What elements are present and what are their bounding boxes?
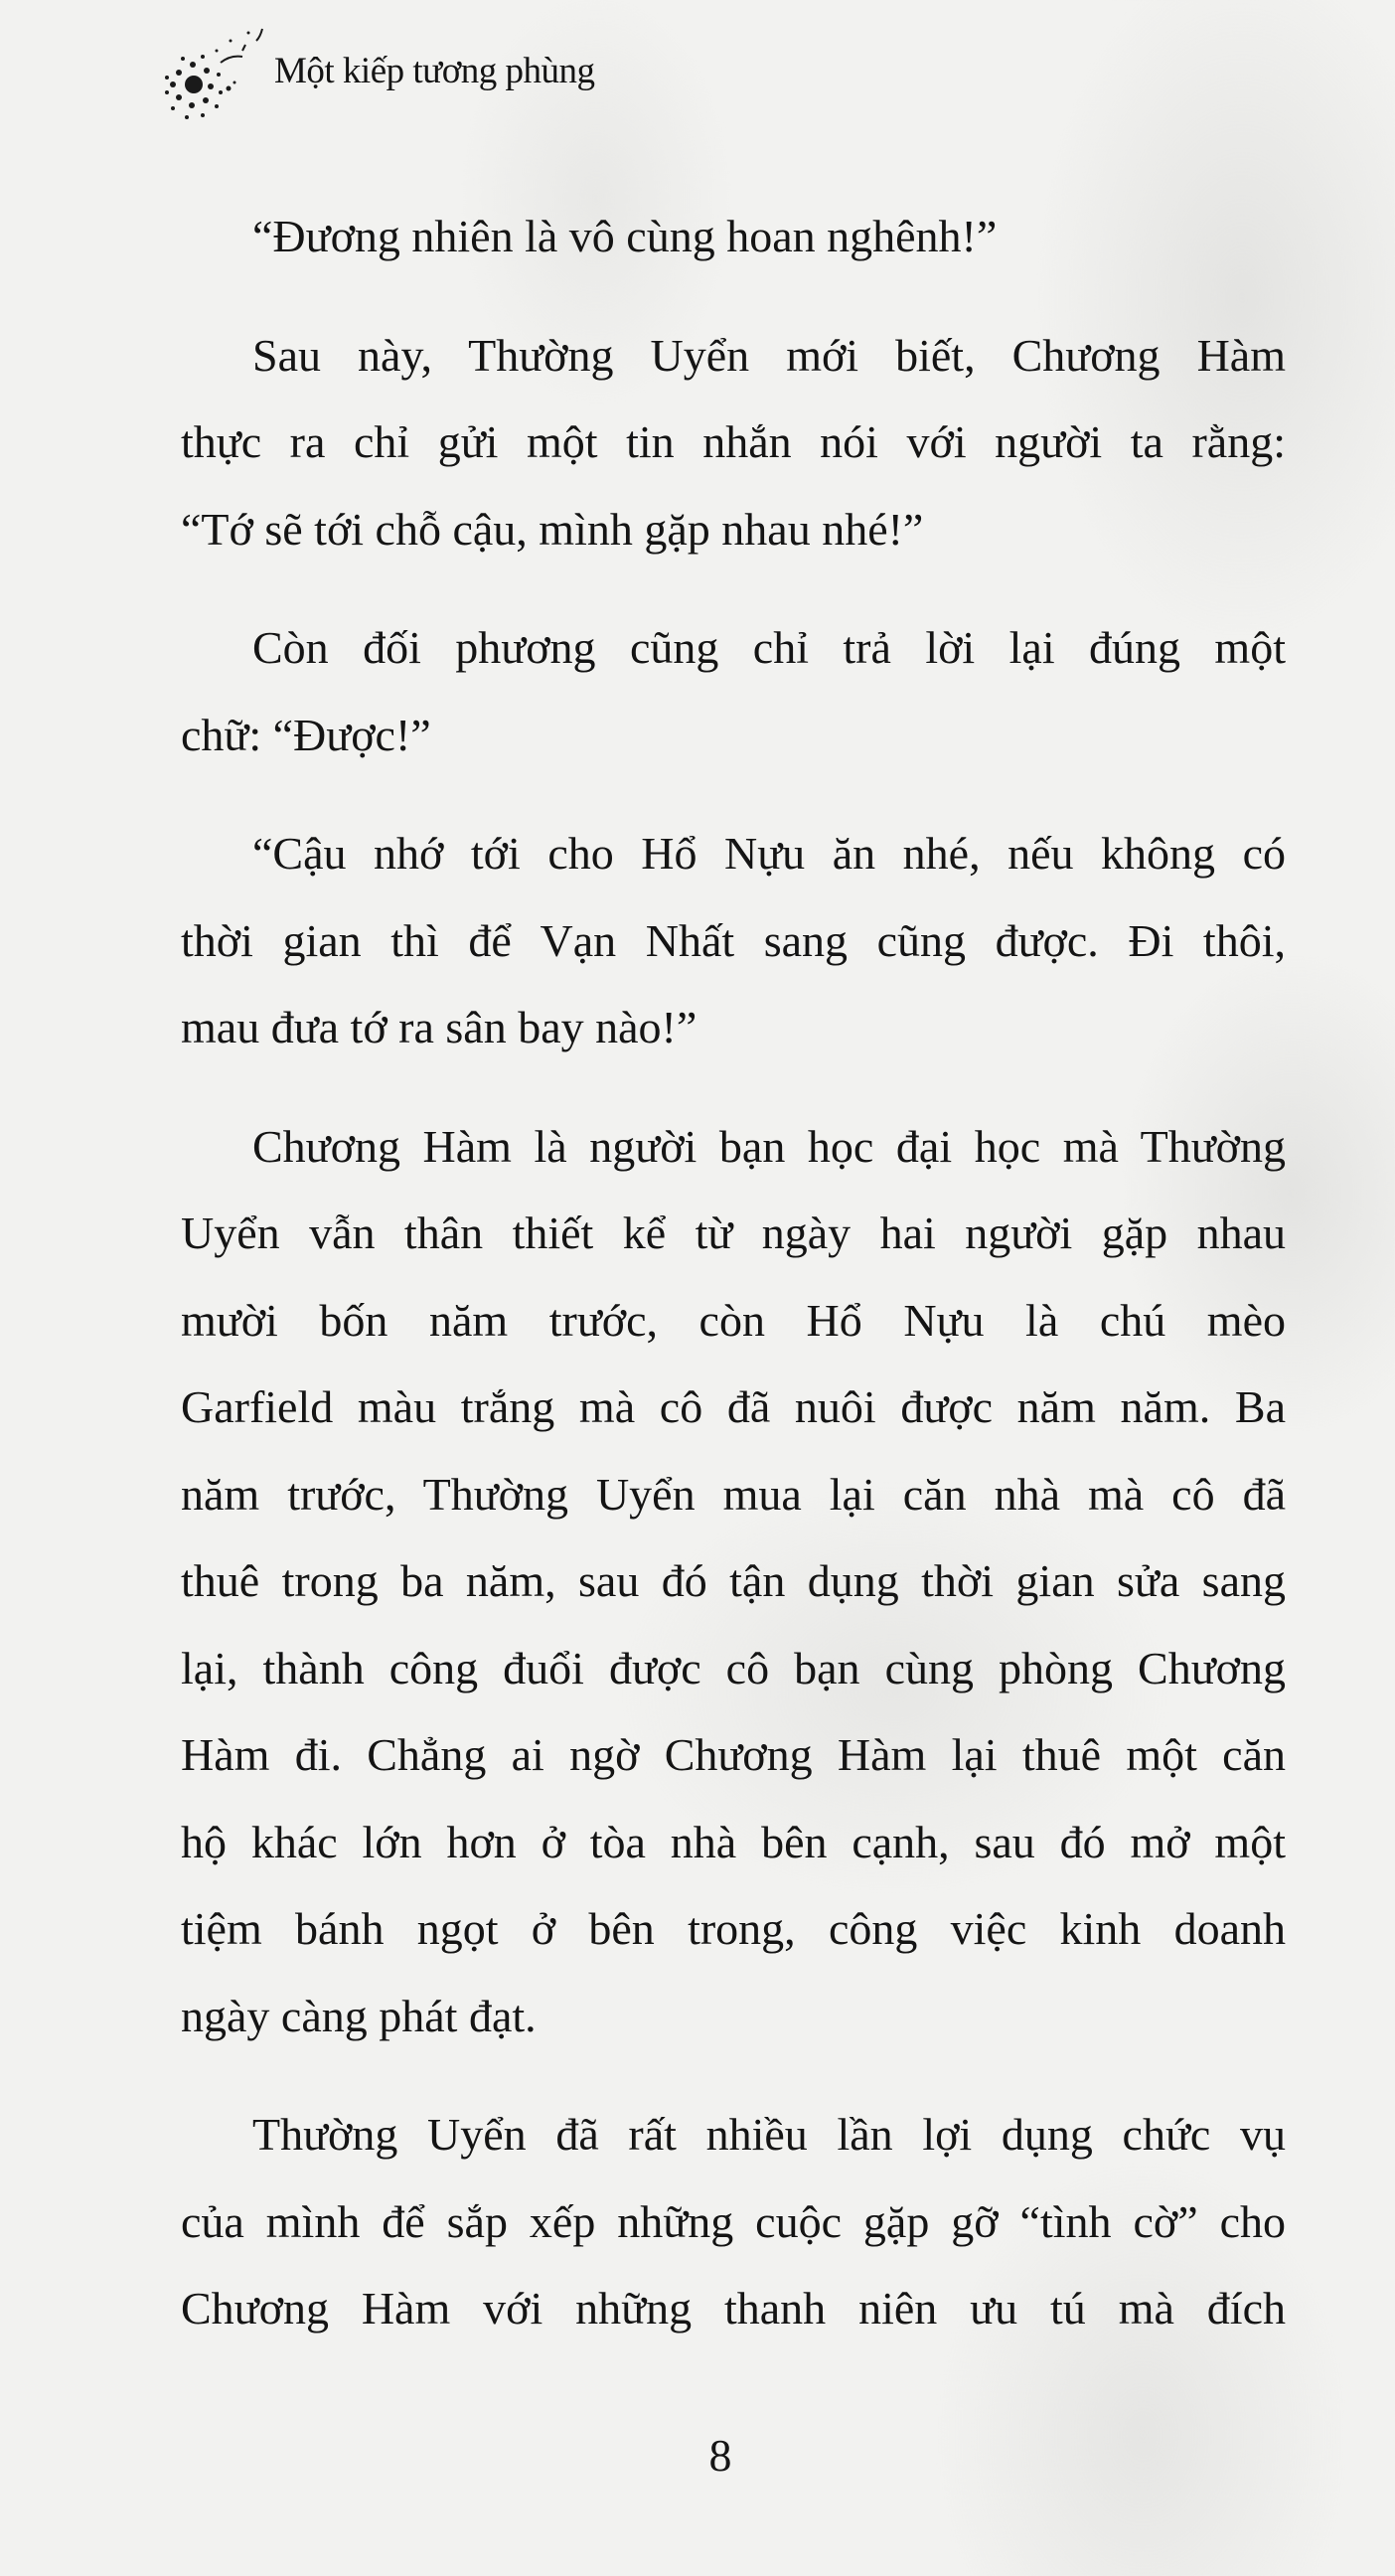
text-line: chữ: “Được!” [181, 709, 431, 760]
running-header [159, 18, 595, 127]
text-line: Uyển vẫn thân thiết kể từ ngày hai người gặp nhau [181, 1208, 1286, 1258]
text-line: thực ra chỉ gửi một tin nhắn nói với người ta rằng: [181, 416, 1286, 467]
text-line: lại, thành công đuổi được cô bạn cùng phòng Chương [181, 1642, 1286, 1693]
text-line: Còn đối phương cũng chỉ trả lời lại đúng một [252, 622, 1286, 673]
paragraph [181, 2091, 1286, 2352]
paragraph [181, 193, 1286, 280]
text-line: Sau này, Thường Uyển mới biết, Chương Hàm [252, 329, 1286, 381]
text-line: Garfield màu trắng mà cô đã nuôi được năm năm. Ba [181, 1381, 1286, 1432]
book-title: Một kiếp tương phùng [274, 51, 595, 91]
page-number: 8 [708, 2430, 732, 2481]
paragraph [181, 312, 1286, 573]
text-line: của mình để sắp xếp những cuộc gặp gỡ “tình cờ” cho [181, 2195, 1286, 2247]
text-line: mau đưa tớ ra sân bay nào!” [181, 1002, 698, 1052]
text-line: “Cậu nhớ tới cho Hổ Nựu ăn nhé, nếu không có [252, 828, 1286, 879]
paragraph [181, 810, 1286, 1071]
text-line: Hàm đi. Chẳng ai ngờ Chương Hàm lại thuê một căn [181, 1729, 1286, 1780]
text-line: mười bốn năm trước, còn Hổ Nựu là chú mèo [181, 1294, 1286, 1346]
dandelion-icon [159, 23, 278, 127]
paragraph [181, 604, 1286, 778]
text-line: Chương Hàm với những thanh niên ưu tú mà đích [181, 2283, 1286, 2334]
text-line: Chương Hàm là người bạn học đại học mà Thường [252, 1120, 1286, 1172]
text-line: “Tớ sẽ tới chỗ cậu, mình gặp nhau nhé!” [181, 503, 924, 555]
text-line: tiệm bánh ngọt ở bên trong, công việc kinh doanh [181, 1903, 1286, 1954]
text-line: thời gian thì để Vạn Nhất sang cũng được. Đi thôi, [181, 914, 1286, 966]
text-line: ngày càng phát đạt. [181, 1990, 537, 2041]
text-line: năm trước, Thường Uyển mua lại căn nhà mà cô đã [181, 1468, 1286, 1520]
body-text [181, 193, 1286, 2384]
text-line: “Đương nhiên là vô cùng hoan nghênh!” [252, 211, 998, 261]
text-line: hộ khác lớn hơn ở tòa nhà bên cạnh, sau đó mở một [181, 1816, 1286, 1867]
text-line: Thường Uyển đã rất nhiều lần lợi dụng chức vụ [252, 2109, 1286, 2160]
text-line: thuê trong ba năm, sau đó tận dụng thời gian sửa sang [181, 1555, 1286, 1606]
paragraph [181, 1103, 1286, 2060]
